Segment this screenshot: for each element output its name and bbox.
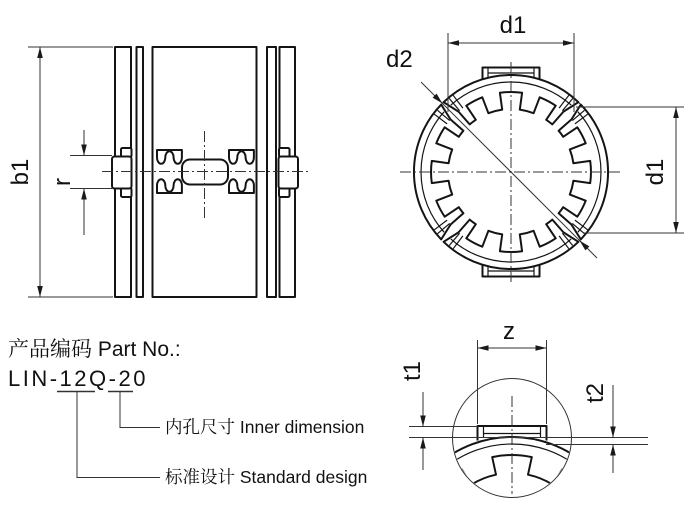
arrowhead bbox=[81, 189, 87, 200]
d1-top-label: d1 bbox=[499, 12, 527, 39]
arrowhead bbox=[610, 427, 616, 438]
arrowhead bbox=[448, 40, 459, 46]
part-code: LIN-12Q-20 bbox=[8, 366, 148, 391]
arrowhead bbox=[478, 345, 489, 351]
arrowhead bbox=[37, 47, 43, 58]
leader-standard-design bbox=[77, 392, 160, 478]
arrowhead bbox=[420, 416, 426, 427]
arrowhead bbox=[37, 286, 43, 297]
arrowhead bbox=[673, 222, 679, 233]
part-code-block bbox=[8, 338, 367, 487]
detail-chamfer-tick bbox=[570, 461, 580, 474]
callout-inner-dimension: 内孔尺寸 Inner dimension bbox=[165, 417, 365, 437]
arrowhead bbox=[673, 107, 679, 118]
z-label: z bbox=[503, 318, 515, 345]
b1-label: b1 bbox=[7, 158, 34, 186]
d2-dimension-line bbox=[421, 82, 597, 258]
arrowhead bbox=[610, 445, 616, 456]
leader-inner-dimension bbox=[120, 392, 160, 428]
t2-label: t2 bbox=[582, 382, 609, 404]
arrowhead bbox=[536, 345, 547, 351]
d2-label: d2 bbox=[386, 46, 413, 73]
detail-chamfer-tick bbox=[444, 461, 454, 474]
pin-head-right bbox=[279, 157, 299, 189]
t1-label: t1 bbox=[399, 360, 426, 382]
arrowhead bbox=[81, 145, 87, 156]
callout-standard-design: 标准设计 Standard design bbox=[165, 467, 368, 487]
side-view bbox=[7, 47, 308, 297]
detail-chamfer-tick bbox=[449, 457, 458, 470]
arrowhead bbox=[420, 438, 426, 449]
pin-head-left bbox=[112, 157, 132, 189]
detail-view bbox=[399, 318, 648, 498]
front-view bbox=[386, 12, 684, 282]
part-no-label: 产品编码 Part No.: bbox=[8, 338, 181, 361]
d1-right-label: d1 bbox=[642, 158, 669, 186]
arrowhead bbox=[563, 40, 574, 46]
r-label: r bbox=[49, 178, 76, 186]
detail-chamfer-tick bbox=[566, 457, 575, 470]
